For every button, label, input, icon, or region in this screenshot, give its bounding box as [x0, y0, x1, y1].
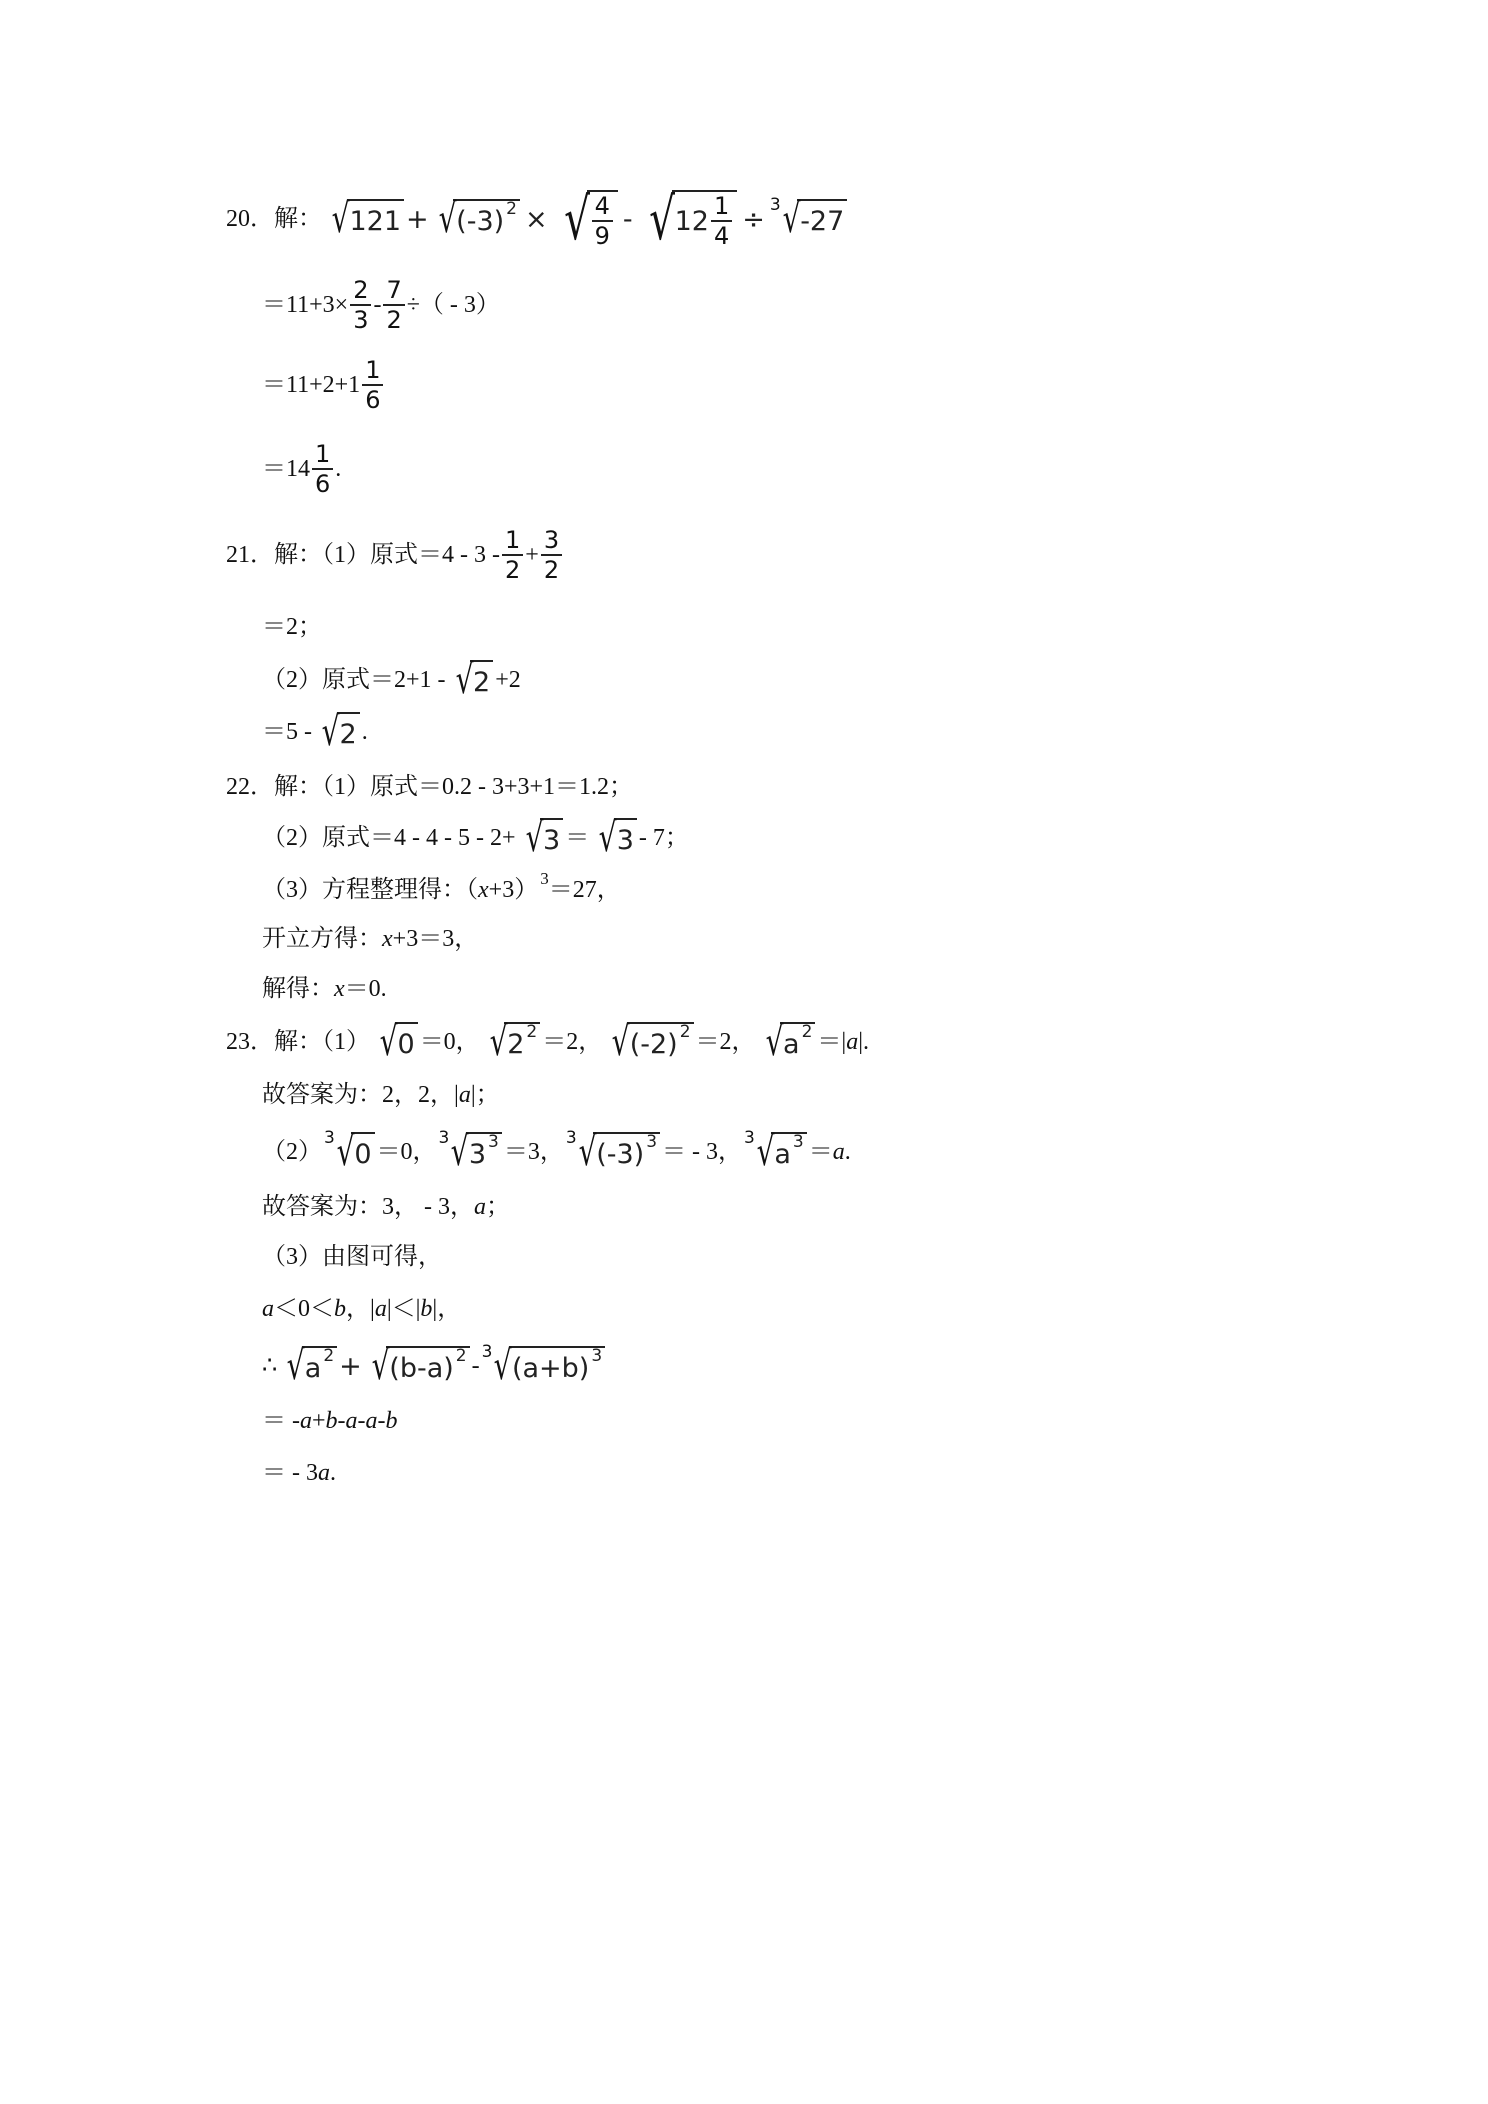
p23-line-5: （3）由图可得，: [262, 1244, 442, 1270]
p21-line-2: ＝2；: [262, 614, 322, 640]
sqrt-12-1-4: √ 12 $\frac{1}{4}$: [638, 190, 738, 248]
p23-line-4: 故答案为：3， - 3， a ；: [262, 1194, 510, 1220]
p23-line-3: （2） 3 √ 0 ＝0， 3 √ 3 3 ＝3， 3 √ (-3) 3 ＝ - 3， 3 √ a 3 ＝ a .: [262, 1128, 851, 1175]
p21-line-1: 21．解：（1）原式＝4 - 3 - $\frac{1}{2}$ + $\frac{3}{2}$: [226, 526, 564, 584]
p20-line-1: 20．解： √ 121 + √ (-3) 2 × √ $\frac{4}{9}$ - √ 12 $\frac{1}{4}$ ÷ 3 √ -27: [226, 188, 849, 250]
p21-line-3: （2）原式＝2+1 - √ 2 +2: [262, 657, 521, 703]
p20-line-3: ＝11+2+1 $\frac{1}{6}$: [262, 356, 385, 414]
fraction-4-9: $\frac{4}{9}$: [592, 194, 613, 248]
sqrt-neg3-squared: √ (-3) 2: [431, 199, 520, 239]
p22-line-3: （3）方程整理得：（ x +3） 3 ＝27，: [262, 868, 621, 903]
p22-line-5: 解得： x ＝0.: [262, 976, 387, 1002]
p22-line-4: 开立方得： x +3＝3，: [262, 926, 479, 952]
p23-line-8: ＝ - a + b - a - a - b: [262, 1408, 398, 1434]
p20-line-4: ＝14 $\frac{1}{6}$ .: [262, 440, 342, 498]
p23-line-9: ＝ - 3 a .: [262, 1460, 336, 1486]
p23-line-2: 故答案为：2，2，| a |；: [262, 1082, 500, 1108]
sqrt-121: √ 121: [324, 199, 404, 239]
p21-line-4: ＝5 - √ 2 .: [262, 709, 368, 755]
p22-line-2: （2）原式＝4 - 4 - 5 - 2+ √ 3 ＝ √ 3 - 7；: [262, 815, 689, 861]
p23-line-6: a ＜0＜ b ，| a |＜| b |，: [262, 1296, 462, 1322]
p22-line-1: 22．解：（1）原式＝0.2 - 3+3+1＝1.2；: [226, 774, 634, 800]
p20-label: 20．解：: [226, 206, 322, 232]
p20-line-2: ＝11+3× $\frac{2}{3}$ - $\frac{7}{2}$ ÷（ - 3）: [262, 276, 500, 334]
sqrt-4-9: √ $\frac{4}{9}$: [553, 190, 618, 248]
p23-line-1: 23．解：（1） √ 0 ＝0， √ 2 2 ＝2， √ (-2) 2 ＝2， √ a 2 ＝| a |.: [226, 1019, 870, 1065]
cube-root-neg27: 3 √ -27: [770, 199, 847, 239]
p23-line-7: ∴ √ a 2 + √ (b-a) 2 - 3 √ (a+b) 3: [262, 1342, 607, 1390]
